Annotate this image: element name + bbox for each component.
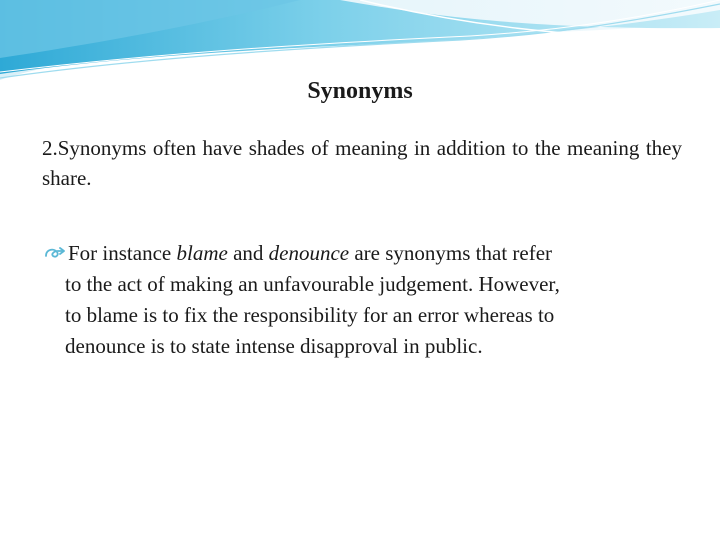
- slide-title: Synonyms: [307, 78, 413, 104]
- term-denounce: denounce: [268, 241, 350, 265]
- bullet-line-1: [42, 238, 674, 269]
- bullet-line-4: denounce is to state intense disapproval in public.: [65, 334, 483, 358]
- curly-arrow-bullet-icon: [42, 244, 68, 262]
- bullet-text-mid: and: [227, 241, 269, 265]
- bullet-list-item: [42, 238, 674, 362]
- bullet-line-2: to the act of making an unfavourable judgement. However,: [65, 272, 560, 296]
- bullet-line-3: to blame is to fix the responsibility for an error whereas to: [65, 303, 555, 327]
- bullet-text-pre: For instance: [68, 241, 177, 265]
- bullet-text-post: are synonyms that refer: [349, 241, 553, 265]
- numbered-point: 2.Synonyms often have shades of meaning in addition to the meaning they share.: [42, 136, 682, 190]
- term-blame: blame: [176, 241, 228, 265]
